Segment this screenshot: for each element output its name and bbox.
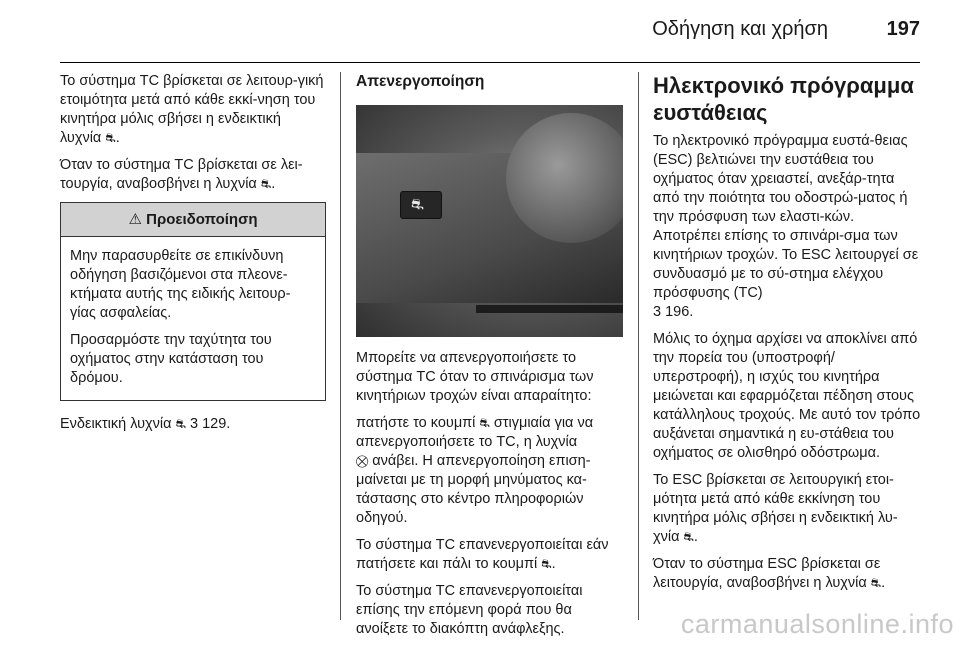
column-3 (653, 72, 923, 601)
column-2 (356, 72, 623, 647)
page-reference[interactable]: 129. (202, 416, 231, 432)
tc-icon: ⛐ (260, 177, 272, 191)
warning-title: ⚠ Προειδοποίηση (61, 203, 325, 237)
paragraph: Το σύστημα TC βρίσκεται σε λειτουρ-γική ετοιμότητα μετά από κάθε εκκί-νηση του κινητήρα μόλις σβήσει η ενδεικτική λυχνία ⛐. (60, 73, 324, 146)
paragraph: πατήστε το κουμπί ⛐ στιγμιαία για να απενεργοποιήσετε το TC, η λυχνία ⛒ ανάβει. Η απενεργοποίηση επιση-μαίνεται με τη μορφή μηνύματος κα-τάστασης στο κέντρο πληροφοριών οδηγού. (356, 415, 594, 526)
watermark: carmanualsonline.info (680, 609, 954, 639)
tc-off-icon: ⛒ (356, 454, 369, 468)
paragraph: Το ηλεκτρονικό πρόγραμμα ευστά-θειας (ESC) βελτιώνει την ευστάθεια του οχήματος όταν χρειαστεί, ανεξάρ-τητα από την ποιότητα του οδοστρώ-ματος ή την πρόσφυση των ελαστι-κών. Αποτρέπει επίσης το σπινάρι-σμα των κινητήριων τροχών. Το ESC λειτουργεί σε συνδυασμό με το σύ-στημα ελέγχου πρόσφυσης (TC) 3 196. (653, 133, 919, 320)
paragraph: Μπορείτε να απενεργοποιήσετε το σύστημα TC όταν το σπινάρισμα των κινητήριων τροχών είναι απαραίτητο: (356, 350, 594, 404)
paragraph: Το σύστημα TC επανενεργοποιείται εάν πατήσετε και πάλι το κουμπί ⛐. (356, 537, 609, 572)
tc-icon: ⛐ (479, 416, 490, 430)
ref-arrow-icon: 3 (653, 304, 662, 320)
column-divider (340, 72, 341, 620)
tc-icon: ⛐ (541, 557, 552, 571)
page-header (60, 0, 920, 63)
header-title: Οδήγηση και χρήση (652, 18, 828, 40)
tc-button-photo (356, 105, 623, 337)
paragraph: Όταν το σύστημα TC βρίσκεται σε λει-τουργία, αναβοσβήνει η λυχνία ⛐. (60, 157, 303, 192)
paragraph: Το ESC βρίσκεται σε λειτουργική ετοι-μότητα μετά από κάθε εκκίνηση του κινητήρα μόλις σβήσει η ενδεικτική λυ-χνία ⛐. (653, 472, 898, 545)
paragraph: Το σύστημα TC επανενεργοποιείται επίσης την επόμενη φορά που θα ανοίξετε το διακόπτη ανάφλεξης. (356, 583, 583, 637)
tc-icon: ⛐ (411, 196, 424, 213)
paragraph: Ενδεικτική λυχνία ⛐ 3 129. (60, 416, 231, 432)
warning-text: Μην παρασυρθείτε σε επικίνδυνη οδήγηση βασιζόμενοι στα πλεονε-κτήματα αυτής της ειδικής λειτουρ-γίας ασφαλείας. (70, 248, 291, 321)
page-number: 197 (886, 18, 920, 40)
warning-text: Προσαρμόστε την ταχύτητα του οχήματος στην κατάσταση του δρόμου. (70, 332, 272, 386)
column-1 (60, 72, 326, 442)
paragraph: Μόλις το όχημα αρχίσει να αποκλίνει από την πορεία του (υποστροφή/ υπερστροφή), η ισχύς του κινητήρα μειώνεται και εφαρμόζεται πέδηση στους κατάλληλους τροχούς. Με αυτό τον τρόπο αυξάνεται σημαντικά η ευ-στάθεια του οχήματος σε ολισθηρό οδόστρωμα. (653, 331, 921, 461)
warning-triangle-icon: ⚠ (128, 211, 142, 228)
tc-button (400, 191, 442, 219)
column-divider (638, 72, 639, 620)
page-reference[interactable]: 196. (665, 304, 694, 320)
warning-box (60, 202, 326, 401)
esc-icon: ⛐ (870, 576, 882, 590)
section-heading: Ηλεκτρονικό πρόγραμμα ευστάθειας (653, 73, 914, 125)
ref-arrow-icon: 3 (189, 416, 199, 432)
paragraph: Όταν το σύστημα ESC βρίσκεται σε λειτουργία, αναβοσβήνει η λυχνία ⛐. (653, 556, 886, 591)
tc-icon: ⛐ (175, 417, 186, 431)
tc-icon: ⛐ (105, 131, 116, 145)
esc-icon: ⛐ (683, 530, 694, 544)
section-heading: Απενεργοποίηση (356, 73, 485, 90)
